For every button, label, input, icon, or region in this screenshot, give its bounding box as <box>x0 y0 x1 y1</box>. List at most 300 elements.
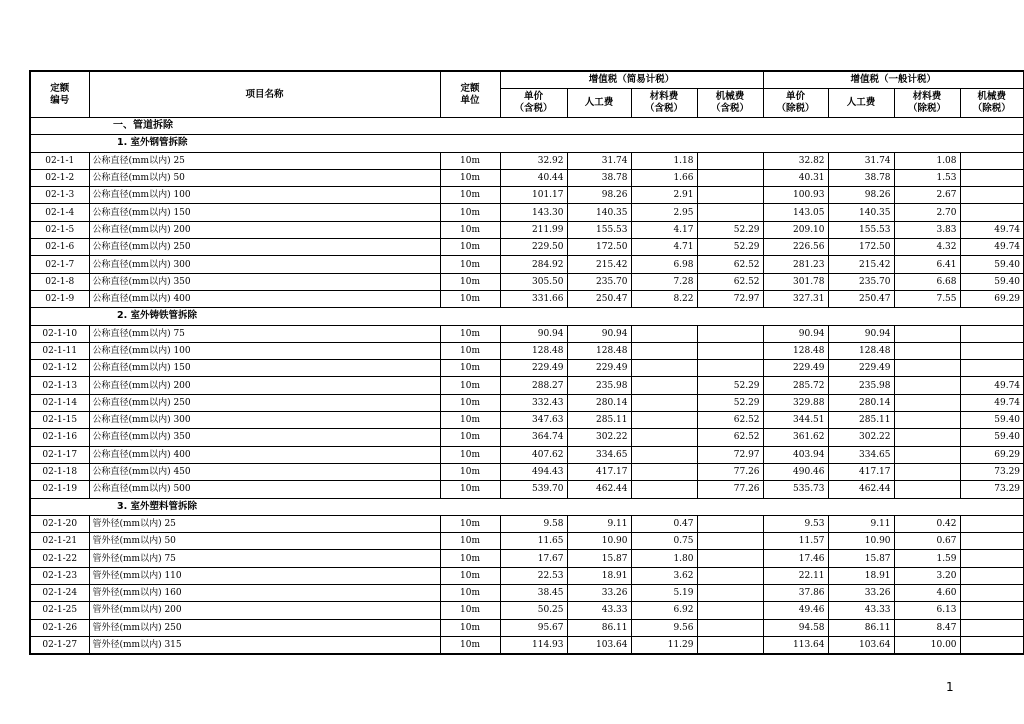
unit-cell: 10m <box>440 273 500 290</box>
labor-cost-cell: 172.50 <box>567 239 631 256</box>
quota-code-cell: 02-1-23 <box>30 567 89 584</box>
quota-code-cell: 02-1-4 <box>30 204 89 221</box>
material-cost-excl-cell: 4.60 <box>894 585 960 602</box>
section-row-label: 1. 室外钢管拆除 <box>30 135 1024 152</box>
labor-cost-cell: 302.22 <box>567 429 631 446</box>
header-col-4: 单价 （除税） <box>763 89 828 118</box>
material-cost-excl-cell: 2.70 <box>894 204 960 221</box>
page-number: 1 <box>946 680 954 694</box>
price-excl-tax-cell: 344.51 <box>763 412 828 429</box>
machine-cost-incl-cell <box>697 550 763 567</box>
quota-code-cell: 02-1-12 <box>30 360 89 377</box>
price-incl-tax-cell: 143.30 <box>500 204 567 221</box>
quota-code-cell: 02-1-17 <box>30 446 89 463</box>
material-cost-incl-cell: 9.56 <box>631 619 697 636</box>
machine-cost-excl-cell: 59.40 <box>960 256 1024 273</box>
quota-code-cell: 02-1-24 <box>30 585 89 602</box>
labor-cost-cell: 10.90 <box>567 533 631 550</box>
price-incl-tax-cell: 50.25 <box>500 602 567 619</box>
item-name-cell: 公称直径(mm以内) 200 <box>89 221 440 238</box>
price-excl-tax-cell: 49.46 <box>763 602 828 619</box>
material-cost-incl-cell: 11.29 <box>631 636 697 654</box>
material-cost-incl-cell: 8.22 <box>631 290 697 307</box>
material-cost-excl-cell: 0.42 <box>894 515 960 532</box>
header-col-7: 机械费 （除税） <box>960 89 1024 118</box>
labor-cost-general-cell: 10.90 <box>828 533 894 550</box>
machine-cost-incl-cell: 52.29 <box>697 394 763 411</box>
machine-cost-excl-cell: 73.29 <box>960 463 1024 480</box>
table-row <box>30 290 1024 307</box>
machine-cost-incl-cell: 52.29 <box>697 377 763 394</box>
machine-cost-incl-cell: 62.52 <box>697 273 763 290</box>
machine-cost-incl-cell: 77.26 <box>697 481 763 498</box>
material-cost-excl-cell: 0.67 <box>894 533 960 550</box>
material-cost-excl-cell: 4.32 <box>894 239 960 256</box>
labor-cost-cell: 285.11 <box>567 412 631 429</box>
item-name-cell: 公称直径(mm以内) 200 <box>89 377 440 394</box>
labor-cost-cell: 38.78 <box>567 169 631 186</box>
table-row <box>30 412 1024 429</box>
labor-cost-cell: 140.35 <box>567 204 631 221</box>
labor-cost-cell: 235.98 <box>567 377 631 394</box>
unit-cell: 10m <box>440 221 500 238</box>
price-excl-tax-cell: 90.94 <box>763 325 828 342</box>
price-incl-tax-cell: 539.70 <box>500 481 567 498</box>
quota-code-cell: 02-1-2 <box>30 169 89 186</box>
price-excl-tax-cell: 361.62 <box>763 429 828 446</box>
category-row-label: 一、管道拆除 <box>30 118 1024 135</box>
material-cost-incl-cell <box>631 394 697 411</box>
price-excl-tax-cell: 143.05 <box>763 204 828 221</box>
table-row <box>30 394 1024 411</box>
price-excl-tax-cell: 285.72 <box>763 377 828 394</box>
machine-cost-incl-cell <box>697 567 763 584</box>
material-cost-incl-cell: 3.62 <box>631 567 697 584</box>
price-excl-tax-cell: 327.31 <box>763 290 828 307</box>
labor-cost-general-cell: 98.26 <box>828 187 894 204</box>
quota-code-cell: 02-1-3 <box>30 187 89 204</box>
price-excl-tax-cell: 301.78 <box>763 273 828 290</box>
price-incl-tax-cell: 229.50 <box>500 239 567 256</box>
machine-cost-excl-cell: 59.40 <box>960 412 1024 429</box>
unit-cell: 10m <box>440 636 500 654</box>
header-code <box>30 71 89 118</box>
unit-cell: 10m <box>440 429 500 446</box>
price-excl-tax-cell: 209.10 <box>763 221 828 238</box>
machine-cost-incl-cell: 72.97 <box>697 290 763 307</box>
price-excl-tax-cell: 37.86 <box>763 585 828 602</box>
material-cost-incl-cell: 0.47 <box>631 515 697 532</box>
price-incl-tax-cell: 288.27 <box>500 377 567 394</box>
header-unit <box>440 71 500 118</box>
unit-cell: 10m <box>440 619 500 636</box>
labor-cost-cell: 9.11 <box>567 515 631 532</box>
material-cost-excl-cell <box>894 377 960 394</box>
unit-cell: 10m <box>440 290 500 307</box>
unit-cell: 10m <box>440 377 500 394</box>
table-row <box>30 429 1024 446</box>
item-name-cell: 管外径(mm以内) 25 <box>89 515 440 532</box>
table-row <box>30 239 1024 256</box>
labor-cost-cell: 417.17 <box>567 463 631 480</box>
table-row <box>30 636 1024 654</box>
quota-code-cell: 02-1-22 <box>30 550 89 567</box>
quota-code-cell: 02-1-15 <box>30 412 89 429</box>
material-cost-excl-cell: 8.47 <box>894 619 960 636</box>
unit-cell: 10m <box>440 585 500 602</box>
material-cost-incl-cell <box>631 325 697 342</box>
machine-cost-incl-cell <box>697 204 763 221</box>
material-cost-excl-cell: 1.59 <box>894 550 960 567</box>
material-cost-excl-cell: 10.00 <box>894 636 960 654</box>
labor-cost-cell: 215.42 <box>567 256 631 273</box>
labor-cost-general-cell: 235.98 <box>828 377 894 394</box>
item-name-cell: 公称直径(mm以内) 350 <box>89 429 440 446</box>
table-row <box>30 619 1024 636</box>
machine-cost-excl-cell <box>960 342 1024 359</box>
header-name: 项目名称 <box>89 71 440 118</box>
machine-cost-excl-cell: 69.29 <box>960 446 1024 463</box>
labor-cost-general-cell: 285.11 <box>828 412 894 429</box>
labor-cost-cell: 15.87 <box>567 550 631 567</box>
unit-cell: 10m <box>440 533 500 550</box>
machine-cost-excl-cell: 73.29 <box>960 481 1024 498</box>
material-cost-incl-cell: 1.18 <box>631 152 697 169</box>
material-cost-excl-cell: 6.41 <box>894 256 960 273</box>
labor-cost-general-cell: 417.17 <box>828 463 894 480</box>
price-incl-tax-cell: 90.94 <box>500 325 567 342</box>
unit-cell: 10m <box>440 204 500 221</box>
price-excl-tax-cell: 535.73 <box>763 481 828 498</box>
price-incl-tax-cell: 32.92 <box>500 152 567 169</box>
labor-cost-general-cell: 229.49 <box>828 360 894 377</box>
unit-cell: 10m <box>440 481 500 498</box>
quota-code-cell: 02-1-5 <box>30 221 89 238</box>
labor-cost-cell: 31.74 <box>567 152 631 169</box>
quota-code-cell: 02-1-11 <box>30 342 89 359</box>
machine-cost-excl-cell <box>960 325 1024 342</box>
price-incl-tax-cell: 95.67 <box>500 619 567 636</box>
price-incl-tax-cell: 9.58 <box>500 515 567 532</box>
item-name-cell: 管外径(mm以内) 315 <box>89 636 440 654</box>
labor-cost-cell: 33.26 <box>567 585 631 602</box>
quota-code-cell: 02-1-18 <box>30 463 89 480</box>
price-excl-tax-cell: 17.46 <box>763 550 828 567</box>
quota-code-cell: 02-1-26 <box>30 619 89 636</box>
material-cost-incl-cell: 2.91 <box>631 187 697 204</box>
material-cost-incl-cell <box>631 429 697 446</box>
item-name-cell: 管外径(mm以内) 200 <box>89 602 440 619</box>
quota-code-cell: 02-1-16 <box>30 429 89 446</box>
labor-cost-cell: 98.26 <box>567 187 631 204</box>
material-cost-incl-cell: 0.75 <box>631 533 697 550</box>
item-name-cell: 公称直径(mm以内) 250 <box>89 394 440 411</box>
labor-cost-cell: 280.14 <box>567 394 631 411</box>
price-incl-tax-cell: 347.63 <box>500 412 567 429</box>
material-cost-excl-cell: 6.13 <box>894 602 960 619</box>
machine-cost-incl-cell <box>697 187 763 204</box>
table-row <box>30 152 1024 169</box>
labor-cost-general-cell: 462.44 <box>828 481 894 498</box>
header-group-simple: 增值税（简易计税） <box>500 71 763 89</box>
table-row <box>30 515 1024 532</box>
unit-cell: 10m <box>440 360 500 377</box>
material-cost-incl-cell <box>631 360 697 377</box>
machine-cost-excl-cell <box>960 567 1024 584</box>
price-incl-tax-cell: 114.93 <box>500 636 567 654</box>
price-excl-tax-cell: 32.82 <box>763 152 828 169</box>
unit-cell: 10m <box>440 394 500 411</box>
item-name-cell: 公称直径(mm以内) 400 <box>89 446 440 463</box>
header-col-6: 材料费 （除税） <box>894 89 960 118</box>
table-row <box>30 550 1024 567</box>
header-col-2: 材料费 （含税） <box>631 89 697 118</box>
header-code-text: 定额编号 <box>50 82 70 106</box>
labor-cost-cell: 90.94 <box>567 325 631 342</box>
quota-code-cell: 02-1-10 <box>30 325 89 342</box>
item-name-cell: 公称直径(mm以内) 100 <box>89 187 440 204</box>
unit-cell: 10m <box>440 342 500 359</box>
labor-cost-cell: 155.53 <box>567 221 631 238</box>
machine-cost-excl-cell <box>960 360 1024 377</box>
material-cost-excl-cell <box>894 325 960 342</box>
material-cost-excl-cell <box>894 360 960 377</box>
machine-cost-excl-cell <box>960 515 1024 532</box>
table-row <box>30 204 1024 221</box>
machine-cost-excl-cell <box>960 550 1024 567</box>
machine-cost-incl-cell <box>697 636 763 654</box>
table-row <box>30 463 1024 480</box>
machine-cost-incl-cell: 52.29 <box>697 221 763 238</box>
price-incl-tax-cell: 407.62 <box>500 446 567 463</box>
table-row <box>30 187 1024 204</box>
material-cost-incl-cell: 6.98 <box>631 256 697 273</box>
material-cost-incl-cell <box>631 412 697 429</box>
item-name-cell: 管外径(mm以内) 75 <box>89 550 440 567</box>
material-cost-incl-cell: 4.71 <box>631 239 697 256</box>
price-excl-tax-cell: 9.53 <box>763 515 828 532</box>
price-incl-tax-cell: 494.43 <box>500 463 567 480</box>
labor-cost-general-cell: 90.94 <box>828 325 894 342</box>
material-cost-incl-cell: 4.17 <box>631 221 697 238</box>
unit-cell: 10m <box>440 515 500 532</box>
labor-cost-general-cell: 128.48 <box>828 342 894 359</box>
machine-cost-excl-cell: 49.74 <box>960 221 1024 238</box>
material-cost-incl-cell <box>631 481 697 498</box>
machine-cost-incl-cell <box>697 602 763 619</box>
quota-code-cell: 02-1-21 <box>30 533 89 550</box>
price-excl-tax-cell: 113.64 <box>763 636 828 654</box>
price-excl-tax-cell: 403.94 <box>763 446 828 463</box>
item-name-cell: 公称直径(mm以内) 400 <box>89 290 440 307</box>
header-col-0: 单价 （含税） <box>500 89 567 118</box>
labor-cost-cell: 86.11 <box>567 619 631 636</box>
machine-cost-excl-cell <box>960 152 1024 169</box>
header-col-1: 人工费 <box>567 89 631 118</box>
machine-cost-excl-cell <box>960 187 1024 204</box>
material-cost-excl-cell <box>894 481 960 498</box>
machine-cost-incl-cell: 62.52 <box>697 429 763 446</box>
item-name-cell: 公称直径(mm以内) 25 <box>89 152 440 169</box>
machine-cost-excl-cell: 69.29 <box>960 290 1024 307</box>
machine-cost-incl-cell: 52.29 <box>697 239 763 256</box>
labor-cost-general-cell: 9.11 <box>828 515 894 532</box>
machine-cost-excl-cell: 59.40 <box>960 429 1024 446</box>
machine-cost-excl-cell <box>960 602 1024 619</box>
material-cost-excl-cell <box>894 412 960 429</box>
labor-cost-general-cell: 86.11 <box>828 619 894 636</box>
price-incl-tax-cell: 17.67 <box>500 550 567 567</box>
material-cost-incl-cell <box>631 463 697 480</box>
header-col-3: 机械费 （含税） <box>697 89 763 118</box>
table-row <box>30 481 1024 498</box>
unit-cell: 10m <box>440 412 500 429</box>
price-excl-tax-cell: 329.88 <box>763 394 828 411</box>
machine-cost-excl-cell <box>960 204 1024 221</box>
machine-cost-excl-cell <box>960 585 1024 602</box>
table-row <box>30 360 1024 377</box>
section-row-label: 3. 室外塑料管拆除 <box>30 498 1024 515</box>
item-name-cell: 公称直径(mm以内) 350 <box>89 273 440 290</box>
price-excl-tax-cell: 229.49 <box>763 360 828 377</box>
item-name-cell: 公称直径(mm以内) 50 <box>89 169 440 186</box>
labor-cost-cell: 128.48 <box>567 342 631 359</box>
machine-cost-excl-cell: 49.74 <box>960 394 1024 411</box>
price-incl-tax-cell: 22.53 <box>500 567 567 584</box>
section-row <box>30 498 1024 515</box>
quota-code-cell: 02-1-14 <box>30 394 89 411</box>
material-cost-incl-cell: 1.66 <box>631 169 697 186</box>
table-row <box>30 602 1024 619</box>
item-name-cell: 公称直径(mm以内) 300 <box>89 412 440 429</box>
labor-cost-general-cell: 103.64 <box>828 636 894 654</box>
section-row-label: 2. 室外铸铁管拆除 <box>30 308 1024 325</box>
machine-cost-incl-cell <box>697 169 763 186</box>
machine-cost-incl-cell <box>697 533 763 550</box>
unit-cell: 10m <box>440 325 500 342</box>
price-incl-tax-cell: 229.49 <box>500 360 567 377</box>
price-excl-tax-cell: 281.23 <box>763 256 828 273</box>
quota-code-cell: 02-1-6 <box>30 239 89 256</box>
material-cost-incl-cell: 5.19 <box>631 585 697 602</box>
machine-cost-incl-cell <box>697 619 763 636</box>
labor-cost-general-cell: 215.42 <box>828 256 894 273</box>
material-cost-excl-cell <box>894 446 960 463</box>
material-cost-incl-cell <box>631 377 697 394</box>
material-cost-incl-cell: 6.92 <box>631 602 697 619</box>
unit-cell: 10m <box>440 567 500 584</box>
labor-cost-general-cell: 15.87 <box>828 550 894 567</box>
machine-cost-incl-cell <box>697 152 763 169</box>
item-name-cell: 公称直径(mm以内) 300 <box>89 256 440 273</box>
machine-cost-incl-cell: 62.52 <box>697 256 763 273</box>
item-name-cell: 管外径(mm以内) 160 <box>89 585 440 602</box>
price-excl-tax-cell: 128.48 <box>763 342 828 359</box>
unit-cell: 10m <box>440 550 500 567</box>
material-cost-excl-cell: 1.08 <box>894 152 960 169</box>
table-row <box>30 585 1024 602</box>
table-row <box>30 325 1024 342</box>
labor-cost-general-cell: 172.50 <box>828 239 894 256</box>
table-body <box>30 118 1024 655</box>
price-incl-tax-cell: 211.99 <box>500 221 567 238</box>
price-incl-tax-cell: 305.50 <box>500 273 567 290</box>
labor-cost-cell: 334.65 <box>567 446 631 463</box>
header-col-5: 人工费 <box>828 89 894 118</box>
quota-code-cell: 02-1-1 <box>30 152 89 169</box>
section-row <box>30 308 1024 325</box>
section-row <box>30 135 1024 152</box>
quota-table <box>29 70 1024 655</box>
labor-cost-general-cell: 31.74 <box>828 152 894 169</box>
labor-cost-cell: 235.70 <box>567 273 631 290</box>
labor-cost-general-cell: 302.22 <box>828 429 894 446</box>
item-name-cell: 管外径(mm以内) 50 <box>89 533 440 550</box>
material-cost-excl-cell: 2.67 <box>894 187 960 204</box>
table-row <box>30 221 1024 238</box>
machine-cost-excl-cell <box>960 169 1024 186</box>
material-cost-excl-cell: 3.83 <box>894 221 960 238</box>
item-name-cell: 公称直径(mm以内) 150 <box>89 360 440 377</box>
price-excl-tax-cell: 100.93 <box>763 187 828 204</box>
price-excl-tax-cell: 22.11 <box>763 567 828 584</box>
labor-cost-cell: 462.44 <box>567 481 631 498</box>
labor-cost-general-cell: 18.91 <box>828 567 894 584</box>
material-cost-excl-cell <box>894 429 960 446</box>
header-unit-text: 定额单位 <box>460 82 480 106</box>
labor-cost-general-cell: 280.14 <box>828 394 894 411</box>
labor-cost-cell: 18.91 <box>567 567 631 584</box>
quota-code-cell: 02-1-20 <box>30 515 89 532</box>
quota-code-cell: 02-1-25 <box>30 602 89 619</box>
material-cost-excl-cell: 3.20 <box>894 567 960 584</box>
quota-code-cell: 02-1-7 <box>30 256 89 273</box>
table-header <box>30 71 1024 118</box>
labor-cost-cell: 43.33 <box>567 602 631 619</box>
labor-cost-general-cell: 334.65 <box>828 446 894 463</box>
price-excl-tax-cell: 40.31 <box>763 169 828 186</box>
labor-cost-general-cell: 235.70 <box>828 273 894 290</box>
labor-cost-general-cell: 38.78 <box>828 169 894 186</box>
price-incl-tax-cell: 38.45 <box>500 585 567 602</box>
unit-cell: 10m <box>440 463 500 480</box>
price-incl-tax-cell: 101.17 <box>500 187 567 204</box>
price-excl-tax-cell: 11.57 <box>763 533 828 550</box>
material-cost-incl-cell: 7.28 <box>631 273 697 290</box>
machine-cost-incl-cell: 72.97 <box>697 446 763 463</box>
item-name-cell: 管外径(mm以内) 250 <box>89 619 440 636</box>
table-row <box>30 567 1024 584</box>
machine-cost-incl-cell <box>697 325 763 342</box>
price-excl-tax-cell: 94.58 <box>763 619 828 636</box>
item-name-cell: 公称直径(mm以内) 150 <box>89 204 440 221</box>
material-cost-incl-cell <box>631 342 697 359</box>
quota-code-cell: 02-1-27 <box>30 636 89 654</box>
machine-cost-incl-cell <box>697 515 763 532</box>
item-name-cell: 公称直径(mm以内) 75 <box>89 325 440 342</box>
material-cost-incl-cell <box>631 446 697 463</box>
material-cost-excl-cell: 6.68 <box>894 273 960 290</box>
unit-cell: 10m <box>440 239 500 256</box>
table-row <box>30 533 1024 550</box>
table-row <box>30 169 1024 186</box>
item-name-cell: 管外径(mm以内) 110 <box>89 567 440 584</box>
machine-cost-incl-cell: 77.26 <box>697 463 763 480</box>
machine-cost-excl-cell <box>960 619 1024 636</box>
machine-cost-excl-cell: 49.74 <box>960 239 1024 256</box>
labor-cost-general-cell: 43.33 <box>828 602 894 619</box>
table-row <box>30 273 1024 290</box>
